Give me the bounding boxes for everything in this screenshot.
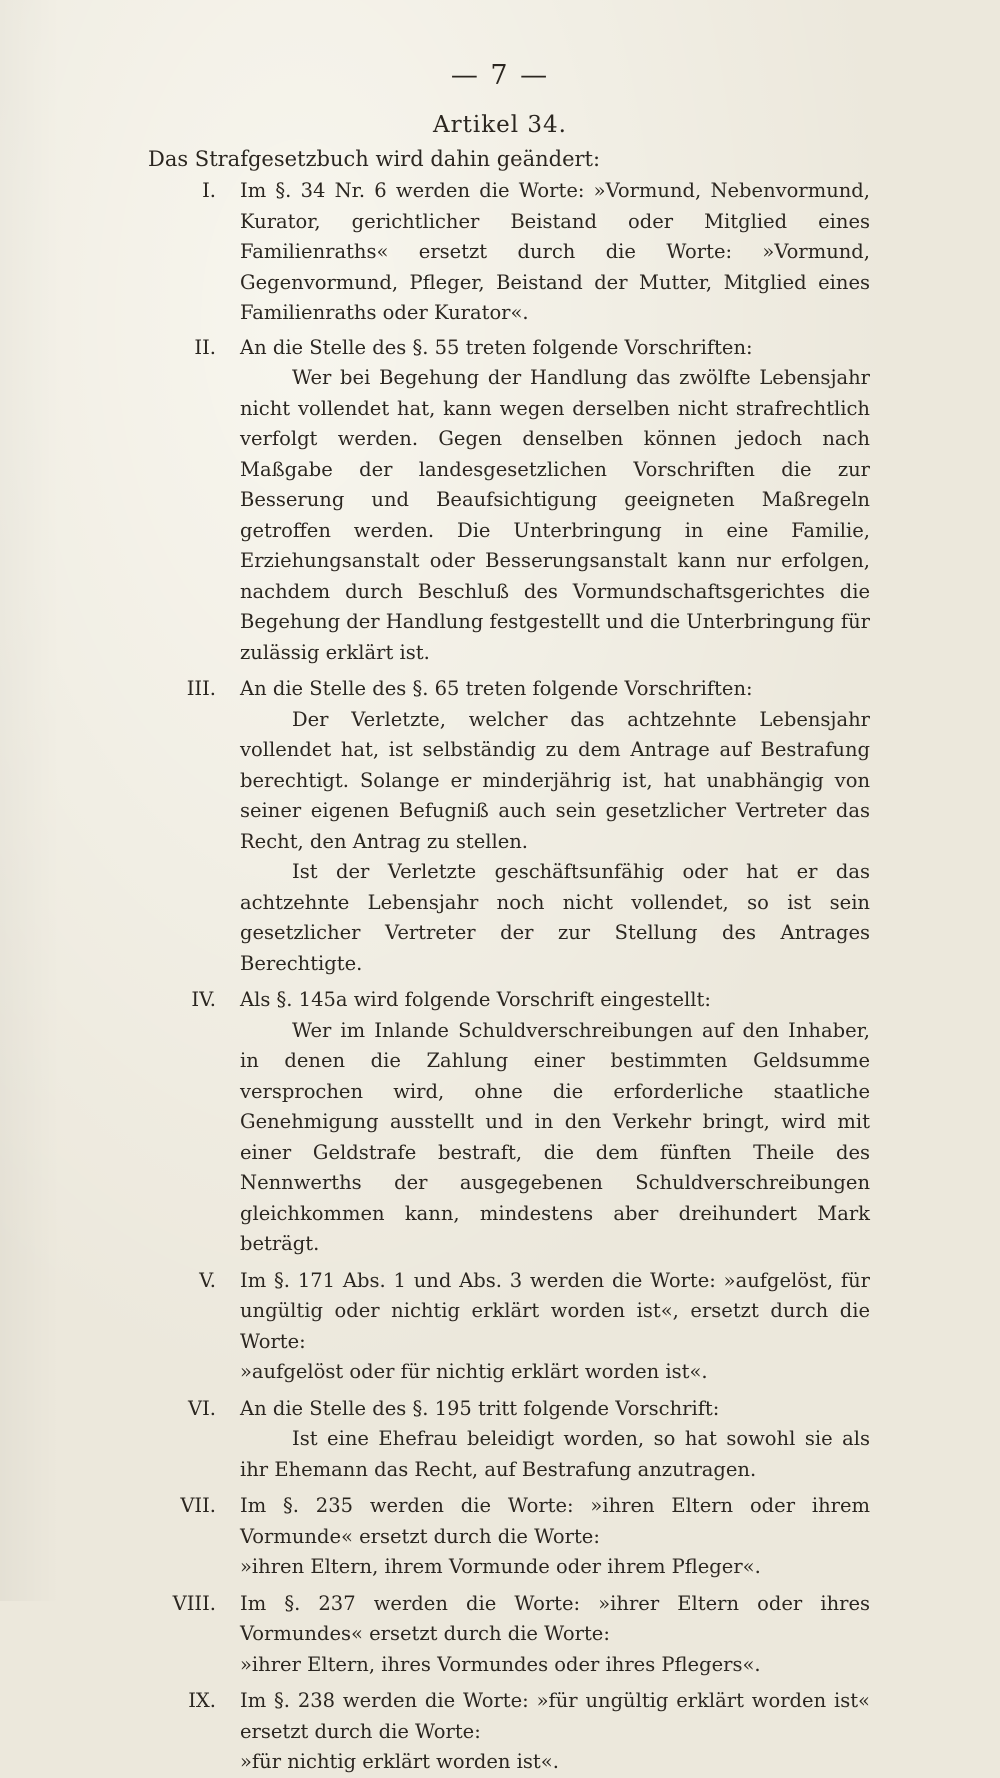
section-text: An die Stelle des §. 65 treten folgende Vorschriften:	[240, 677, 753, 700]
section-8	[172, 1589, 870, 1681]
section-9	[188, 1686, 870, 1778]
section-text: Im §. 238 werden die Worte: »für ungültig erklärt worden ist« ersetzt durch die Worte:	[240, 1689, 870, 1743]
section-number: IV.	[191, 988, 216, 1011]
section-number: I.	[202, 179, 216, 202]
section-text: Im §. 235 werden die Worte: »ihren Eltern oder ihrem Vormunde« ersetzt durch die Worte:	[240, 1494, 870, 1548]
article-intro: Das Strafgesetzbuch wird dahin geändert:	[148, 147, 601, 171]
section-1	[202, 176, 870, 329]
section-provision: Wer bei Begehung der Handlung das zwölfte Lebensjahr nicht vollendet hat, kann wegen derselben nicht strafrechtlich verfolgt werden. Gegen denselben können jedoch nach Maßgabe der landesgesetzlichen Vorschriften die zur Besserung und Beaufsichtigung geeigneten Maßregeln getroffen werden. Die Unterbringung in eine Familie, Erziehungsanstalt oder Besserungsanstalt kann nur erfolgen, nachdem durch Beschluß des Vormundschaftsgerichtes die Begehung der Handlung festgestellt und die Unterbringung für zulässig erklärt ist.	[240, 366, 870, 664]
section-2	[194, 333, 870, 669]
article-content	[0, 176, 1000, 1778]
section-5	[199, 1266, 870, 1388]
section-provision: Ist der Verletzte geschäftsunfähig oder hat er das achtzehnte Lebensjahr noch nicht vollendet, so ist sein gesetzlicher Vertreter der zur Stellung des Antrages Berechtigte.	[240, 860, 870, 975]
section-text: An die Stelle des §. 195 tritt folgende Vorschrift:	[240, 1396, 720, 1420]
section-provision: Der Verletzte, welcher das achtzehnte Lebensjahr vollendet hat, ist selbständig zu dem Antrage auf Bestrafung berechtigt. Solange er minderjährig ist, hat unabhängig von seiner eigenen Befugniß auch sein gesetzlicher Vertreter das Recht, den Antrag zu stellen.	[240, 707, 870, 853]
section-quote: »für nichtig erklärt worden ist«.	[240, 1750, 559, 1773]
section-quote: »ihren Eltern, ihrem Vormunde oder ihrem Pfleger«.	[240, 1555, 761, 1578]
section-quote: »aufgelöst oder für nichtig erklärt worden ist«.	[240, 1360, 708, 1383]
section-7	[180, 1491, 870, 1583]
section-number: V.	[199, 1268, 216, 1292]
section-number: III.	[186, 677, 216, 700]
section-3	[186, 674, 870, 979]
section-text: Im §. 171 Abs. 1 und Abs. 3 werden die Worte: »aufgelöst, für ungültig oder nichtig erklärt worden ist«, ersetzt durch die Worte:	[240, 1268, 870, 1353]
section-text: Im §. 237 werden die Worte: »ihrer Eltern oder ihres Vormundes« ersetzt durch die Worte:	[240, 1591, 870, 1645]
section-quote: »ihrer Eltern, ihres Vormundes oder ihres Pflegers«.	[240, 1652, 761, 1676]
section-provision: Ist eine Ehefrau beleidigt worden, so hat sowohl sie als ihr Ehemann das Recht, auf Bestrafung anzutragen.	[240, 1427, 870, 1481]
section-4	[191, 985, 870, 1260]
section-number: VI.	[188, 1396, 216, 1420]
section-number: VIII.	[172, 1591, 216, 1615]
section-number: VII.	[180, 1494, 216, 1517]
section-provision: Wer im Inlande Schuldverschreibungen auf den Inhaber, in denen die Zahlung einer bestimmten Geldsumme versprochen wird, ohne die erforderliche staatliche Genehmigung ausstellt und in den Verkehr bringt, wird mit einer Geldstrafe bestraft, die dem fünften Theile des Nennwerths der ausgegebenen Schuldverschreibungen gleichkommen kann, mindestens aber dreihundert Mark beträgt.	[240, 1018, 870, 1255]
section-text: Als §. 145a wird folgende Vorschrift eingestellt:	[240, 988, 711, 1011]
section-6	[188, 1394, 870, 1486]
page-number: — 7 —	[450, 60, 550, 91]
section-number: IX.	[188, 1689, 216, 1712]
article-heading: Artikel 34.	[433, 112, 567, 138]
section-number: II.	[194, 335, 216, 359]
section-text: An die Stelle des §. 55 treten folgende Vorschriften:	[240, 335, 753, 359]
section-text: Im §. 34 Nr. 6 werden die Worte: »Vormund, Nebenvormund, Kurator, gerichtlicher Beistand oder Mitglied eines Familienraths« ersetzt durch die Worte: »Vormund, Gegenvormund, Pfleger, Beistand der Mutter, Mitglied eines Familienraths oder Kurator«.	[240, 179, 870, 324]
